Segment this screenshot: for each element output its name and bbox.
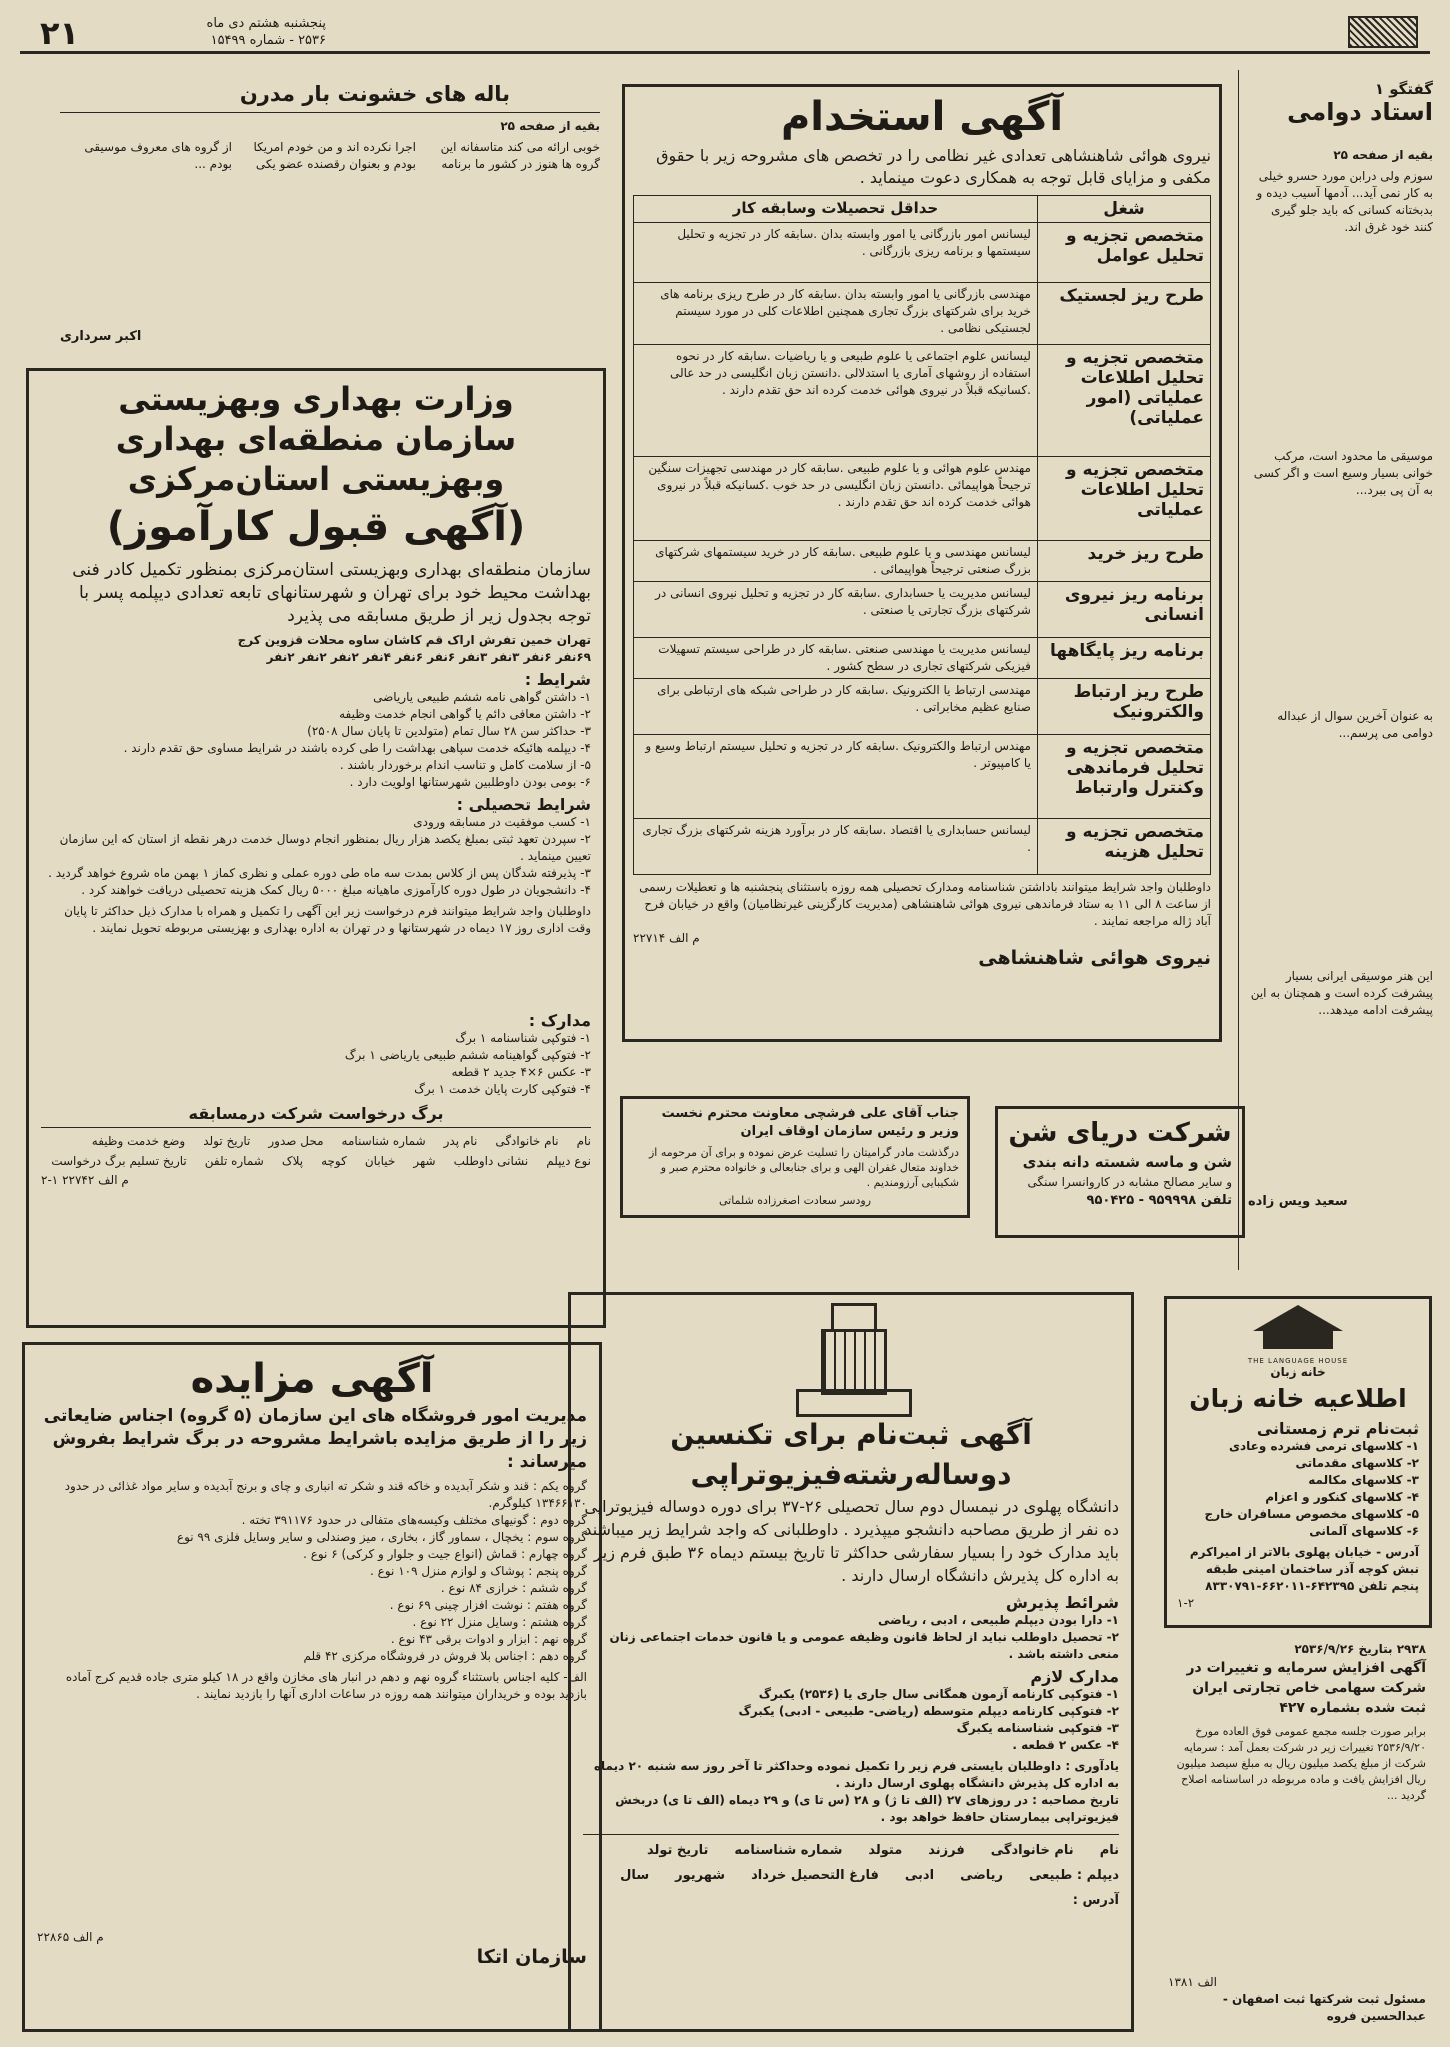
university-logo-icon	[796, 1303, 906, 1415]
welfare-form-title: برگ درخواست شرکت درمسابقه	[188, 1104, 444, 1123]
table-row	[634, 345, 1211, 457]
table-header-row	[634, 196, 1211, 223]
table-row	[634, 582, 1211, 638]
notice-body: برابر صورت جلسه مجمع عمومی فوق العاده مورخ ۲۵۳۶/۹/۲۰ تغییرات زیر در شرکت بعمل آمد : سرمایه شرکت از مبلغ یکصد میلیون ریال به مبلغ سیصد میلیون ریال افزایش یافت و ماده مربوطه در اساسنامه اصلاح گردید ...	[1176, 1725, 1426, 1802]
auction-group: گروه چهارم : قماش (انواع جیت و جلوار و کرکی) ۶ نوع .	[303, 1547, 587, 1561]
form-field-label: سال	[620, 1868, 650, 1883]
language-ref: ۱-۲	[1177, 1596, 1195, 1610]
notice-signature: مسئول ثبت شرکتها ثبت اصفهان - عبدالحسین فروه	[1222, 1992, 1426, 2023]
sand-ad-line: شن و ماسه شسته دانه بندی	[1022, 1153, 1232, 1171]
employment-ref: م الف ۲۲۷۱۴	[633, 931, 700, 945]
job-cell: طرح ریز لجستیک	[1037, 283, 1210, 345]
technician-doc: ۳- فتوکپی شناسنامه یکبرگ	[956, 1721, 1119, 1735]
edu-item: ۳- پذیرفته شدگان پس از کلاس بمدت سه ماه طی دوره عملی و نظری کماز ۱ بهمن ماه شروع خواهد گردید .	[48, 866, 591, 880]
form-field-label: فرزند	[928, 1843, 965, 1858]
notice-header: ۲۹۳۸ بتاریخ ۲۵۳۶/۹/۲۶	[1294, 1642, 1426, 1656]
welfare-conditions-title: شرایط :	[524, 670, 591, 689]
technician-ad-subtitle: دوساله‌رشته‌فیزیوتراپی	[690, 1458, 1012, 1491]
dance-article	[60, 82, 600, 357]
req-cell: مهندسی ارتباط یا الکترونیک .سابقه کار در طراحی شبکه های ارتباطی برای صنایع عظیم مخابراتی .	[634, 679, 1038, 735]
req-cell: لیسانس امور بازرگانی یا امور وابسته بدان .سابقه کار در تجزیه و تحلیل سیستمها و برنامه ریزی بازرگانی .	[634, 223, 1038, 283]
form-field-label: نام خانوادگی	[495, 1134, 559, 1148]
edu-item: ۲- سپردن تعهد ثبتی بمبلغ یکصد هزار ریال بمنظور انجام دوسال خدمت درهر نقطه از استان که این سازمان تعیین مینماید .	[59, 832, 591, 863]
form-field-label: نام	[1099, 1843, 1119, 1858]
edu-item: ۴- دانشجویان در طول دوره کارآموزی ماهیانه مبلغ ۵۰۰۰ ریال کمک هزینه تحصیلی دریافت خواهند کرد .	[81, 883, 591, 897]
technician-doc: ۱- فتوکپی کارنامه آزمون همگانی سال جاری یا (۲۵۳۶) یکبرگ	[758, 1687, 1119, 1701]
job-cell: متخصص تجزیه و تحلیل اطلاعات عملیاتی	[1037, 457, 1210, 541]
language-item: ۳- کلاسهای مکالمه	[1308, 1473, 1419, 1487]
welfare-title-line: سازمان منطقه‌ای بهداری	[115, 420, 517, 458]
technician-intro: دانشگاه پهلوی در نیمسال دوم سال تحصیلی ۲۶-۳۷ برای دوره دوساله فیزیوتراپی ده نفر از طریق مصاحبه دانشجو میپذیرد . داوطلبانی که واجد شرایط زیر میباشند باید مدارک خود را بسیار سفارشی حداکثر تا تاریخ بیستم دیماه ۳۶ طبق فرم زیر به اداره کل پذیرش دانشگاه ارسال دارند .	[584, 1497, 1119, 1585]
job-cell: طرح ریز خرید	[1037, 541, 1210, 582]
language-house-ad	[1164, 1296, 1432, 1628]
technician-cond-title: شرائط پذیرش	[1005, 1593, 1119, 1612]
language-item: ۶- کلاسهای آلمانی	[1309, 1524, 1419, 1538]
form-field-label: نشانی داوطلب	[453, 1154, 529, 1168]
req-cell: مهندس ارتباط والکترونیک .سابقه کار در تجزیه و تحلیل سیستم ارتباط وسیع و یا کامپیوتر .	[634, 735, 1038, 819]
masthead	[20, 14, 1430, 54]
form-field-label: محل صدور	[268, 1134, 324, 1148]
table-row	[634, 283, 1211, 345]
language-item: ۲- کلاسهای مقدماتی	[1295, 1456, 1419, 1470]
req-cell: لیسانس علوم اجتماعی یا علوم طبیعی و یا ریاضیات .سابقه کار در نحوه استفاده از روشهای آماری یا استدلالی .دانستن زبان انگلیسی در حد عالی .کسانیکه قبلاً در نیروی هوائی خدمت کرده اند حق تقدم دارند .	[634, 345, 1038, 457]
form-field-label: شهر	[413, 1154, 436, 1168]
sand-ad-line: و سایر مصالح مشابه در کاروانسرا سنگی	[1027, 1175, 1232, 1189]
form-field-label: خیابان	[364, 1154, 396, 1168]
req-cell: لیسانس مدیریت یا حسابداری .سابقه کار در تجزیه و تحلیل نیروی انسانی در شرکتهای بزرگ تجارتی یا صنعتی .	[634, 582, 1038, 638]
employment-signature: نیروی هوائی شاهنشاهی	[978, 947, 1211, 969]
column-divider	[1238, 70, 1239, 1270]
condition-item: ۴- دیپلمه هائیکه خدمت سپاهی بهداشت را طی کرده باشند در شرایط مساوی حق تقدم دارند .	[123, 741, 591, 755]
welfare-intro: سازمان منطقه‌ای بهداری وبهزیستی استان‌مرکزی بمنظور تکمیل کادر فنی بهداشت محیط خود برای تهران و شهرستانهای تابعه تعدادی دیپلمه پسر با توجه بجدول زیر از طریق مسابقه می پذیرد	[72, 560, 591, 626]
employment-footer: داوطلبان واجد شرایط میتوانند باداشتن شناسنامه ومدارک تحصیلی همه روزه باستثنای پنجشنبه ها و تعطیلات رسمی از ساعت ۸ الی ۱۱ به ستاد فرماندهی نیروی هوائی شاهنشاهی (مدیریت کارگزینی غیرنظامیان) واقع در خیابان فرح آباد ژاله مراجعه نمایند .	[639, 880, 1211, 928]
form-field-label: شماره شناسنامه	[734, 1843, 843, 1858]
doc-item: ۳- عکس ۶×۴ جدید ۲ قطعه	[451, 1065, 591, 1079]
auction-ad	[22, 1342, 602, 2032]
auction-group: گروه نهم : ابزار و ادوات برقی ۴۳ نوع .	[390, 1632, 587, 1646]
welfare-form	[41, 1127, 591, 1168]
form-field-label: ریاضی	[960, 1868, 1004, 1883]
condition-item: ۵- از سلامت کامل و تناسب اندام برخوردار باشند .	[339, 758, 591, 772]
auction-group: گروه دوم : گونیهای مختلف وکیسه‌های متفالی در حدود ۳۹۱۱۷۶ تخته .	[241, 1513, 587, 1527]
table-row	[634, 679, 1211, 735]
col-req-header: حداقل تحصیلات وسابقه کار	[634, 196, 1038, 223]
dance-continued: بقیه از صفحه ۲۵	[500, 119, 600, 133]
table-row	[634, 541, 1211, 582]
form-field-label: پلاک	[281, 1154, 304, 1168]
welfare-ad-title: (آگهی قبول کارآموز)	[106, 504, 526, 550]
req-cell: مهندس علوم هوائی و یا علوم طبیعی .سابقه کار در مهندسی تجهیزات سنگین ترجیحاً هواپیمائی .دانستن زبان انگلیسی در حد خوب .کسانیکه قبلاً در نیروی هوائی خدمت کرده اند حق تقدم دارند .	[634, 457, 1038, 541]
employment-table	[633, 195, 1211, 875]
language-house-logo-icon	[1243, 1305, 1353, 1357]
form-field-label: نام	[576, 1134, 591, 1148]
auction-group: گروه هشتم : وسایل منزل ۲۲ نوع .	[412, 1615, 587, 1629]
welfare-edu-title: شرایط تحصیلی :	[456, 795, 591, 814]
column-paragraph: سوزم ولی درابن مورد حسرو خیلی به کار نمی آید... آدمها آسیب دیده و بدبختانه کسانی که باید جلو گیری کنند خود غرق اند.	[1256, 169, 1433, 234]
masthead-date: پنجشنبه هشتم دی ماه	[206, 16, 326, 31]
condition-item: ۱- داشتن گواهی نامه ششم طبیعی یاریاضی	[373, 690, 591, 704]
table-row	[634, 457, 1211, 541]
auction-group: گروه هفتم : نوشت افزار چینی ۶۹ نوع .	[389, 1598, 587, 1612]
sand-ad-phone: تلفن ۹۵۹۹۹۸ - ۹۵۰۴۲۵	[1086, 1193, 1232, 1208]
column-article	[1248, 80, 1433, 1260]
auction-group: گروه پنجم : پوشاک و لوازم منزل ۱۰۹ نوع .	[370, 1564, 587, 1578]
language-title: اطلاعیه خانه زبان	[1189, 1384, 1407, 1413]
form-field-label: ادبی	[904, 1868, 935, 1883]
welfare-docs-title: مدارک :	[528, 1011, 591, 1030]
welfare-title-line: وبهزیستی استان‌مرکزی	[127, 460, 505, 498]
job-cell: برنامه ریز پایگاهها	[1037, 638, 1210, 679]
page-number: ۲۱	[40, 14, 80, 52]
language-logo-fa: خانه زبان	[1270, 1365, 1326, 1379]
form-field-label: تاریخ تولد	[646, 1843, 709, 1858]
language-address: آدرس - خیابان پهلوی بالاتر از امیراکرم نبش کوچه آذر ساختمان امینی طبقه پنجم تلفن ۶۴۲۳۹۵-۶۶۲۰۱۱-۸۳۳۰۷۹۱	[1189, 1545, 1419, 1593]
condolence-ad	[620, 1096, 970, 1218]
table-row	[634, 638, 1211, 679]
employment-ad-intro: نیروی هوائی شاهنشاهی تعدادی غیر نظامی را در تخصص های مشروحه زیر با حقوق مکفی و مزایای قابل توجه به همکاری دعوت مینماید .	[656, 146, 1211, 187]
job-cell: طرح ریز ارتباط والکترونیک	[1037, 679, 1210, 735]
technician-docs-title: مدارک لازم	[1030, 1667, 1119, 1686]
table-row	[634, 819, 1211, 875]
notice-title: آگهی افزایش سرمایه و تغییرات در شرکت سهامی خاص تجارتی ایران ثبت شده بشماره ۴۲۷	[1186, 1660, 1426, 1716]
language-sub: ثبت‌نام ترم زمستانی	[1256, 1419, 1419, 1438]
auction-group: گروه سوم : یخچال ، سماور گاز ، بخاری ، میز وصندلی و سایر وسایل فلزی ۹۹ نوع	[176, 1530, 587, 1544]
sand-ad	[995, 1106, 1245, 1238]
req-cell: لیسانس مهندسی و یا علوم طبیعی .سابقه کار در خرید سیستمهای شرکتهای بزرگ صنعتی ترجیحاً هواپیمائی .	[634, 541, 1038, 582]
registration-notice	[1162, 1640, 1432, 2035]
form-field-label: آدرس :	[1072, 1893, 1119, 1908]
form-field-label: تاریخ تولد	[203, 1134, 251, 1148]
form-field-label: فارغ التحصیل خرداد	[751, 1868, 879, 1883]
dance-article-text: خوبی ارائه می کند متاسفانه این گروه ها هنوز در کشور ما برنامه اجرا نکرده اند و من خودم امریکا بودم و بعنوان رقصنده عضو یکی از گروه های معروف موسیقی بودم ...	[84, 140, 600, 171]
form-field-label: شماره شناسنامه	[341, 1134, 426, 1148]
form-field-label: متولد	[868, 1843, 903, 1858]
job-cell: متخصص تجزیه و تحلیل فرماندهی وکنترل وارتباط	[1037, 735, 1210, 819]
column-title: استاد دوامی	[1287, 98, 1433, 126]
sand-ad-title: شرکت دریای شن	[1008, 1118, 1232, 1148]
technician-interview: تاریخ مصاحبه : در روزهای ۲۷ (الف تا ژ) و ۲۸ (س تا ی) و ۲۹ دیماه (الف تا ی) دربخش فیزیوتراپی بیمارستان حافظ خواهد بود .	[615, 1793, 1119, 1824]
language-logo-text: THE LANGUAGE HOUSE	[1247, 1357, 1349, 1365]
employment-ad	[622, 84, 1222, 1042]
column-continued: بقیه از صفحه ۲۵	[1333, 148, 1433, 162]
technician-form	[583, 1834, 1119, 1908]
table-row	[634, 223, 1211, 283]
doc-item: ۲- فتوکپی گواهینامه ششم طبیعی یاریاضی ۱ برگ	[344, 1048, 591, 1062]
job-cell: برنامه ریز نیروی انسانی	[1037, 582, 1210, 638]
masthead-issue: ۲۵۳۶ - شماره ۱۵۴۹۹	[210, 33, 326, 48]
welfare-ref: م الف ۲۲۷۴۲ ۱-۲	[41, 1173, 129, 1187]
auction-group: گروه یکم : قند و شکر آبدیده و خاکه قند و شکر ته انباری و چای و برنج آبدیده و سایر مواد غذائی در حدود ۱۳۴۶۶۱۳۰ کیلوگرم.	[64, 1479, 587, 1510]
dance-signature: اکبر سرداری	[60, 329, 142, 344]
condition-item: ۲- داشتن معافی دائم یا گواهی انجام خدمت وظیفه	[339, 707, 591, 721]
condolence-text: جناب آقای علی فرشچی معاونت محترم نخست وزیر و رئیس سازمان اوقاف ایران	[661, 1106, 959, 1139]
employment-ad-title: آگهی استخدام	[780, 94, 1064, 140]
auction-group: گروه ششم : خرازی ۸۴ نوع .	[440, 1581, 587, 1595]
auction-signature: سازمان اتکا	[476, 1946, 587, 1968]
form-field-label: نام پدر	[443, 1134, 478, 1148]
form-field-label: تاریخ تسلیم برگ درخواست	[51, 1154, 187, 1168]
form-field-label: دیپلم : طبیعی	[1029, 1868, 1119, 1883]
language-item: ۵- کلاسهای مخصوص مسافران خارج	[1204, 1507, 1419, 1521]
job-cell: متخصص تجزیه و تحلیل اطلاعات عملیاتی (امور عملیاتی)	[1037, 345, 1210, 457]
column-paragraph: به عنوان آخرین سوال از عبداله دوامی می پرسم...	[1277, 709, 1433, 740]
welfare-ad	[26, 368, 606, 1328]
technician-condition: ۱- دارا بودن دیپلم طبیعی ، ادبی ، ریاضی	[877, 1613, 1119, 1627]
technician-doc: ۲- فتوکپی کارنامه دیپلم متوسطه (ریاضی- طبیعی - ادبی) یکبرگ	[738, 1704, 1119, 1718]
technician-condition: ۲- تحصیل داوطلب نباید از لحاظ قانون وظیفه عمومی و یا قانون خدمات اجتماعی زنان منعی داشته باشد .	[609, 1630, 1119, 1661]
condolence-body: درگذشت مادر گرامیتان را تسلیت عرض نموده و برای آن مرحومه از خداوند متعال غفران الهی و برای جنابعالی و خانواده محترم صبر و شکیبایی آرزومندیم .	[648, 1146, 959, 1189]
edu-item: ۱- کسب موفقیت در مسابقه ورودی	[413, 815, 591, 829]
column-paragraph: این هنر موسیقی ایرانی بسیار پیشرفت کرده است و همچنان به این پیشرفت ادامه میدهد...	[1250, 969, 1433, 1017]
auction-ad-title: آگهی مزایده	[190, 1356, 434, 1402]
condolence-signature: رودسر سعادت اصغرزاده شلماتی	[718, 1194, 872, 1207]
auction-ref: م الف ۲۲۸۶۵	[37, 1930, 104, 1944]
notice-ref: الف ۱۳۸۱	[1168, 1975, 1218, 1989]
req-cell: مهندسی بازرگانی یا امور وابسته بدان .سابقه کار در طرح ریزی برنامه های خرید برای شرکتهای بزرگ تجاری همچنین اطلاعات کلی در مورد سیستم لجستیکی نظامی .	[634, 283, 1038, 345]
form-field-label: کوچه	[321, 1154, 347, 1168]
form-field-label: نوع دیپلم	[546, 1154, 591, 1168]
job-cell: متخصص تجزیه و تحلیل هزینه	[1037, 819, 1210, 875]
newspaper-logo-icon	[1348, 16, 1418, 48]
column-heading: گفتگو ۱	[1374, 80, 1433, 98]
condition-item: ۶- بومی بودن داوطلبین شهرستانها اولویت دارد .	[349, 775, 591, 789]
technician-ad	[568, 1292, 1134, 2032]
form-field-label: شهریور	[675, 1868, 726, 1883]
form-field-label: شماره تلفن	[204, 1154, 264, 1168]
welfare-quotas: ۶۹نفر ۶نفر ۳نفر ۳نفر ۶نفر ۶نفر ۴نفر ۲نفر ۲نفر ۲نفر	[266, 650, 591, 664]
dance-article-title: باله های خشونت بار مدرن	[60, 82, 600, 113]
doc-item: ۱- فتوکپی شناسنامه ۱ برگ	[455, 1031, 591, 1045]
form-field-label: وضع خدمت وظیفه	[91, 1134, 186, 1148]
technician-reminder: یادآوری : داوطلبان بایستی فرم زیر را تکمیل نموده وحداکثر تا آخر روز سه شنبه ۲۰ دیماه به اداره کل پذیرش دانشگاه پهلوی ارسال دارند .	[593, 1759, 1119, 1790]
condition-item: ۳- حداکثر سن ۲۸ سال تمام (متولدین تا پایان سال ۲۵۰۸)	[307, 724, 591, 738]
table-row	[634, 735, 1211, 819]
welfare-apply-text: داوطلبان واجد شرایط میتوانند فرم درخواست زیر این آگهی را تکمیل و همراه با مدارک ذیل حداکثر تا پایان وقت اداری روز ۱۷ دیماه در شهرستانها و در تهران به اداره بهداری و بهزیستی مربوطه تحویل نمایند .	[64, 904, 591, 935]
auction-intro: مدیریت امور فروشگاه های این سازمان (۵ گروه) اجناس ضایعاتی زیر را از طریق مزایده باشرایط مشروحه در برگ شرایط بفروش میرساند :	[43, 1406, 587, 1472]
req-cell: لیسانس مدیریت یا مهندسی صنعتی .سابقه کار در طراحی سیستم تسهیلات فیزیکی شرکتهای تجاری در سطح کشور .	[634, 638, 1038, 679]
welfare-title-line: وزارت بهداری وبهزیستی	[118, 380, 514, 418]
language-item: ۱- کلاسهای ترمی فشرده وعادی	[1229, 1439, 1419, 1453]
auction-body: الف- کلیه اجناس باستثناء گروه نهم و دهم در انبار های مخازن واقع در ۱۸ کیلو متری جاده قدیم کرج آماده بازدید بوده و خریداران میتوانند همه روزه در ساعات اداری آنها را بازدید نمایند .	[65, 1670, 587, 1701]
column-signature: سعید ویس زاده	[1248, 1194, 1348, 1209]
job-cell: متخصص تجزیه و تحلیل عوامل	[1037, 223, 1210, 283]
language-item: ۴- کلاسهای کنکور و اعزام	[1265, 1490, 1419, 1504]
technician-doc: ۴- عکس ۲ قطعه .	[1012, 1738, 1119, 1752]
doc-item: ۴- فتوکپی کارت پایان خدمت ۱ برگ	[414, 1082, 591, 1096]
form-field-label: نام خانوادگی	[990, 1843, 1074, 1858]
req-cell: لیسانس حسابداری یا اقتصاد .سابقه کار در برآورد هزینه شرکتهای بزرگ تجاری .	[634, 819, 1038, 875]
column-paragraph: موسیقی ما محدود است، مرکب خوانی بسیار وسیع است و اگر کسی به آن پی ببرد...	[1253, 449, 1433, 497]
technician-ad-title: آگهی ثبت‌نام برای تکنسین	[670, 1418, 1032, 1451]
welfare-cities: تهران خمین تفرش اراک قم کاشان ساوه محلات قزوین کرج	[237, 633, 591, 647]
col-job-header: شغل	[1037, 196, 1210, 223]
auction-group: گروه دهم : اجناس بلا فروش در فروشگاه مرکزی ۴۲ قلم	[303, 1649, 587, 1663]
